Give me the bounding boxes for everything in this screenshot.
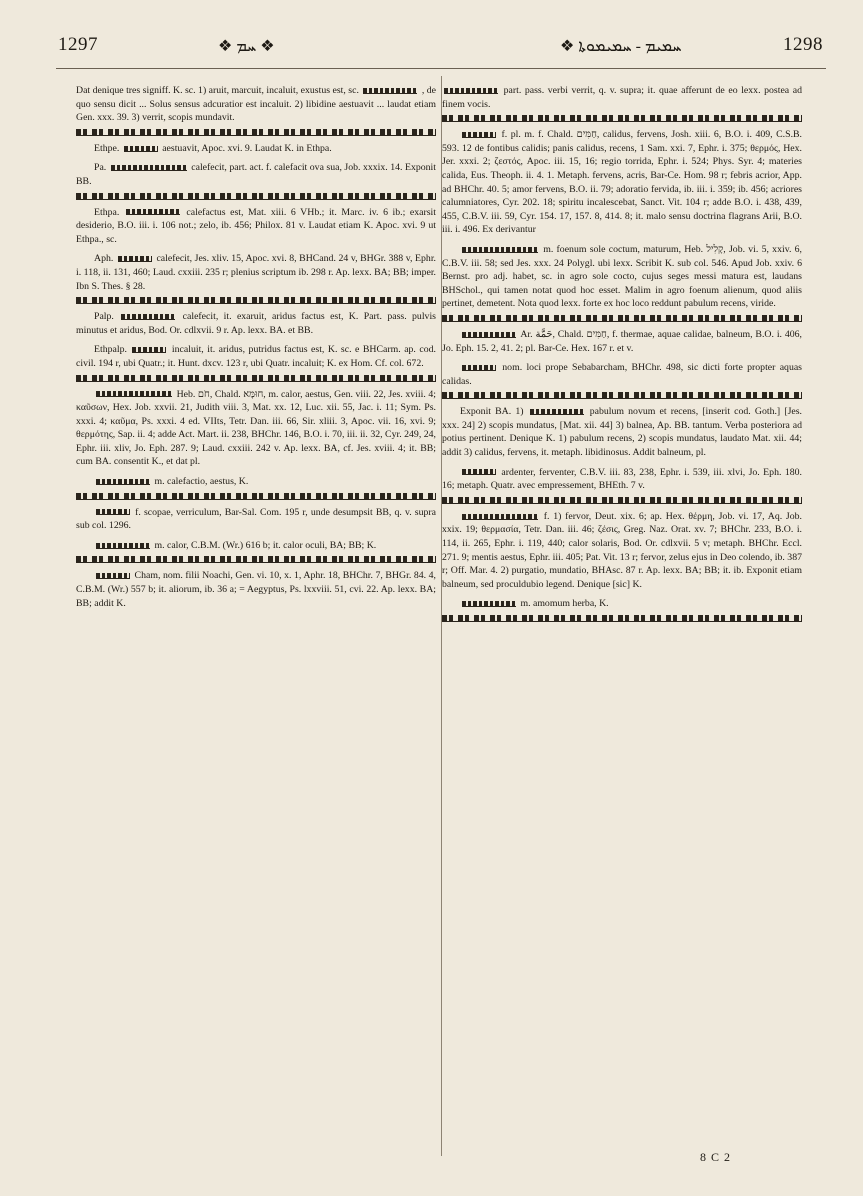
dictionary-entry [442, 328, 802, 355]
entry-text: nom. loci prope Sebabarcham, BHChr. 498, sic dicti forte propter aquas calidas. [442, 362, 802, 387]
entry-text: calefecit, part. act. f. calefacit ova sua, Job. xxxix. 14. Exponit BB. [76, 162, 436, 187]
entry-text: ardenter, ferventer, C.B.V. iii. 83, 238, Ephr. i. 539, iii. xlvi, Jo. Eph. 180. 16; metaph. Quatr. avec empressement, BHEth. 7 v. [442, 466, 802, 492]
entry-text: pabulum novum et recens, [inserit cod. Goth.] [Jes. xxx. 24] 2) scopis mundatus, [Mat. xii. 44] 3) balnea, Ap. BB. tantum. Verba posteriora ad potius pertinent. Denique K. 1) pabulum recens, 2) scopis mundatus, laudato Mat. xii. 44; addit 3) calidus, fervens, it. metaph. libidinosus. Addit balneum, pl. [442, 406, 802, 459]
syriac-headword [96, 543, 150, 549]
headword-left: ❖ ܚܡ ❖ [218, 38, 275, 55]
syriac-headword [121, 314, 175, 320]
syriac-headword [462, 469, 496, 475]
syriac-headword [96, 509, 130, 515]
page-number-right: 1298 [783, 34, 823, 55]
right-column [442, 84, 802, 1144]
syriac-headword [462, 247, 538, 253]
headword-right: ❖ ܚܡܝܡ - ܚܡܝܡܘܬܐ [560, 38, 682, 55]
entry-text: incaluit, it. aridus, putridus factus est, K. sc. e BHCarm. ap. cod. civil. 194 r, ubi Quatr.; it. Hunt. dxcv. 123 r, ubi Quatr. incaluit; K. ex Hom. Cf. col. 672. [76, 344, 436, 369]
syriac-headword [126, 209, 180, 215]
entry-text: calefecit, Jes. xliv. 15, Apoc. xvi. 8, BHCand. 24 v, BHGr. 388 v, Ephr. i. 118, ii. 131, 460; Laud. cxxiii. 235 r; plenius scriptum ib. 298 r. Ap. lexx. BA; BB; imper. Ibn S. Thes. § 28. [76, 253, 436, 292]
entry-lead: Palp. [94, 311, 120, 323]
syriac-line [76, 556, 436, 563]
dictionary-entry [442, 84, 802, 122]
syriac-headword [462, 132, 496, 138]
dictionary-entry [442, 361, 802, 399]
syriac-line [442, 497, 802, 504]
syriac-headword [363, 88, 417, 94]
dictionary-entry [76, 506, 436, 533]
dictionary-entry [76, 539, 436, 564]
dictionary-entry [76, 343, 436, 381]
entry-lead: Exponit BA. 1) [460, 406, 528, 418]
syriac-headword [444, 88, 498, 94]
entry-text: part. pass. verbi verrit, q. v. supra; it. quae afferunt de eo lexx. postea ad finem vocis. [442, 85, 802, 110]
syriac-headword [118, 256, 152, 262]
entry-text: f. pl. m. f. Chald. חַמִּים, calidus, fervens, Josh. xiii. 6, B.O. i. 409, C.S.B. 593. 12 de fontibus calidis; panis calidus, recens, 1 Sam. xxi. 7, Ephr. i. 375; θερμός, Hex. Jer. xxxi. 2; ζεστός, Apoc. iii. 15, 16; regio torrida, Ephr. i. 524; Phys. Syr. 4; materies calida, Eus. Theoph. ii. 4. 1. Metaph. fervens, acris, Bar-Ce. Hom. 98 r; febris acrior, App. ad BHChr. 40. 5; amor fervens, B.O. ii. 79; adoratio fervida, ib. iii. i. 359; ib. 456; acriores calumniatores, Cyr. 202. 18; spiritu incalescebat, Sanct. Vit. 104 r; adde B.O. i. 438, 439, 455, C.B.V. iii. 59, Cyr. 154. 17, 157. 8, 414. 8; it. malo sensu doctrina flagrans Arii, B.O. iii. i. 496. Ex derivantur [442, 129, 802, 236]
syriac-line [76, 129, 436, 136]
entry-lead: Dat denique tres signiff. K. sc. 1) aruit, marcuit, incaluit, exustus est, sc. [76, 85, 362, 96]
syriac-headword [96, 479, 150, 485]
syriac-headword [462, 601, 516, 607]
entry-text: m. foenum sole coctum, maturum, Heb. קָלִיל, Job. vi. 5, xxiv. 6, C.B.V. iii. 58; sed Jes. xxx. 24 Polygl. ubi lexx. Scribit K. sub col. 546. Apud Job. xxiv. 6 Bernst. pro adj. habet, sc. in agro sole cocto, cujus seges messi matura est, laudans BHSchol., qui tamen notat quod hoc esset. Malim in agro foenum alienum, quod aliis pertinet, demetent. Nota quod lexx. forte ex hoc loco reddunt pabulum recens, viride. [442, 243, 802, 310]
dictionary-entry [76, 569, 436, 610]
entry-text: , de quo sensu dicit ... Solus sensus adcuratior est incaluit. 2) libidine aestuavit ... laudat etiam Gen. xxx. 39. 3) verrit, scopis mundavit. [76, 85, 436, 124]
syriac-headword [462, 332, 516, 338]
syriac-line [442, 392, 802, 399]
syriac-headword [111, 165, 187, 171]
page-number-left: 1297 [58, 34, 98, 55]
dictionary-entry [442, 405, 802, 459]
syriac-line [76, 193, 436, 200]
header-rule [56, 68, 826, 69]
entry-text: f. 1) fervor, Deut. xix. 6; ap. Hex. θέρμη, Job. vi. 17, Aq. Job. xxix. 19; θερμασία, Tetr. Dan. iii. 46; ζέσις, Greg. Naz. Orat. xv. 7; BHChr. 233, B.O. i. 114, ii. 265, Ephr. i. 119, 440; calor solaris, Bod. Or. cdlxvii. 5 v; metaph. BHChr. Eccl. 271. 9; mentis aestus, Ephr. iii. 405; Pat. Vit. 13 r; fervor, zelus ejus in Deo colendo, ib. 387 r; Off. Mar. 4. 2) purgatio, mundatio, BHAsc. 87 r. Ap. lexx. BA; BB; it. ib. Exponit etiam balneum, sed proculdubio legend. Denique [sic] K. [442, 510, 802, 590]
syriac-line [76, 297, 436, 304]
syriac-line [442, 315, 802, 322]
syriac-line [442, 115, 802, 122]
syriac-headword [96, 573, 130, 579]
dictionary-entry [442, 597, 802, 622]
dictionary-entry [76, 252, 436, 304]
dictionary-entry [76, 388, 436, 470]
dictionary-entry [76, 161, 436, 199]
entry-text: m. amomum herba, K. [518, 598, 609, 610]
dictionary-entry [442, 243, 802, 322]
syriac-line [76, 493, 436, 500]
entry-lead: Pa. [94, 162, 109, 174]
entry-text: Cham, nom. filii Noachi, Gen. vi. 10, x. 1, Aphr. 18, BHChr. 7, BHGr. 84. 4, C.B.M. (Wr.) 557 b; it. aliorum, ib. 36 a; = Aegyptus, Ps. lxxviii. 51, cvi. 22. Ap. lexx. BA; BB; addit K. [76, 570, 436, 609]
running-head [0, 0, 863, 70]
syriac-headword [462, 365, 496, 371]
entry-lead: Aph. [94, 253, 116, 265]
entry-text: Heb. חֹם, Chald. חוּמָּא, m. calor, aestus, Gen. viii. 22, Jes. xviii. 4; καῦσων, Hex. Job. xxvii. 21, Judith viii. 3, Mat. xx. 12, Luc. xii. 55, Jac. i. 11; Sym. Ps. xxxi. 4; καῦμα, Ps. xxxi. 4 ed. VIIts, Tetr. Dan. iii. 66, Sir. xliii. 3, Apoc. vii. 16, xvi. 9; θερμότης, Sap. ii. 4; adde Act. Mart. ii. 238, BHChr. 146, B.O. i. 70, iii. ii. 32, Cyr. 249, 24, Ephr. iii. xliv, Jo. Eph. 287. 9; Laud. cxxiii. 242 v. Ap. lexx. BA, cf. Jes. xviii. 4; it. BB; cum BA. consentit K., et dat pl. [76, 388, 436, 468]
entry-text: Ar. حَمَّة, Chald. חַמִּים, f. thermae, aquae calidae, balneum, B.O. i. 406, Jo. Eph. 15. 2, 41. 2; pl. Bar-Ce. Hex. 167 r. et v. [442, 328, 802, 354]
entry-text: f. scopae, verriculum, Bar-Sal. Com. 195 r, unde desumpsit BB, q. v. supra sub col. 1296. [76, 506, 436, 532]
syriac-headword [96, 391, 172, 397]
dictionary-entry [76, 475, 436, 500]
syriac-line [76, 375, 436, 382]
syriac-line [442, 615, 802, 622]
syriac-headword [124, 146, 158, 152]
dictionary-entry [442, 128, 802, 237]
dictionary-entry [76, 310, 436, 337]
entry-text: m. calefactio, aestus, K. [152, 476, 249, 488]
dictionary-entry [76, 142, 436, 156]
entry-text: calefactus est, Mat. xiii. 6 VHb.; it. Marc. iv. 6 ib.; exarsit desiderio, B.O. iii. i. 106 not.; zelo, ib. 456; Philox. 81 v. Laudat etiam K. Apoc. xvi. 9 ut Ethpa., sc. [76, 206, 436, 245]
entry-lead: Ethpalp. [94, 344, 131, 356]
dictionary-entry [442, 466, 802, 504]
syriac-headword [530, 409, 584, 415]
dictionary-entry [442, 510, 802, 592]
entry-text: calefecit, it. exaruit, aridus factus est, K. Part. pass. pulvis minutus et aridus, Bod. Or. cdlxvii. 9 r. Ap. lexx. BA. et BB. [76, 311, 436, 336]
entry-lead: Ethpa. [94, 206, 124, 218]
entry-lead: Ethpe. [94, 142, 122, 154]
signature-mark: 8 C 2 [700, 1150, 732, 1164]
dictionary-entry [76, 206, 436, 247]
left-column [76, 84, 436, 1144]
entry-text: aestuavit, Apoc. xvi. 9. Laudat K. in Ethpa. [159, 142, 332, 154]
entry-text: m. calor, C.B.M. (Wr.) 616 b; it. calor oculi, BA; BB; K. [152, 539, 377, 551]
dictionary-entry [76, 84, 436, 136]
syriac-headword [132, 347, 166, 353]
syriac-headword [462, 514, 538, 520]
